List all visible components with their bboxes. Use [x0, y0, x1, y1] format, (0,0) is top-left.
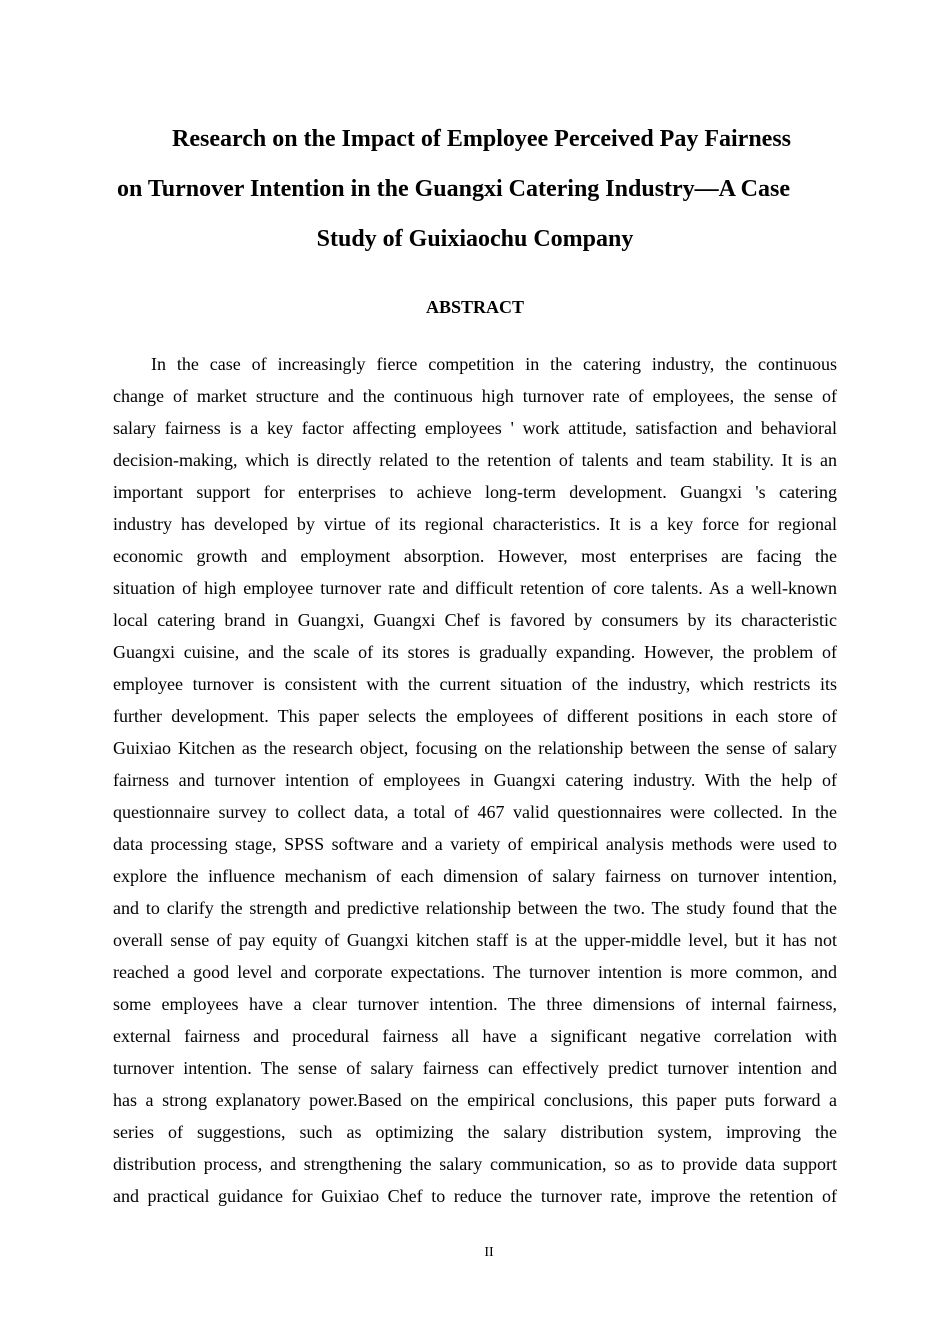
abstract-body	[113, 348, 837, 1212]
abstract-line: external fairness and procedural fairness all have a significant negative correlation with	[113, 1026, 837, 1046]
abstract-line: industry has developed by virtue of its regional characteristics. It is a key force for regional	[113, 514, 837, 534]
title-line-3: Study of Guixiaochu Company	[316, 226, 634, 252]
abstract-line: Guixiao Kitchen as the research object, focusing on the relationship between the sense of salary	[113, 738, 837, 758]
abstract-line: economic growth and employment absorption. However, most enterprises are facing the	[113, 546, 837, 566]
abstract-line: salary fairness is a key factor affecting employees ' work attitude, satisfaction and behavioral	[113, 418, 837, 438]
abstract-line: questionnaire survey to collect data, a total of 467 valid questionnaires were collected. In the	[113, 802, 837, 822]
title-line-2: on Turnover Intention in the Guangxi Catering Industry—A Case	[117, 176, 791, 202]
title-line-1: Research on the Impact of Employee Perceived Pay Fairness	[172, 126, 791, 152]
abstract-line: reached a good level and corporate expectations. The turnover intention is more common, and	[113, 962, 837, 982]
abstract-line: decision-making, which is directly related to the retention of talents and team stability. It is an	[113, 450, 837, 470]
abstract-line: series of suggestions, such as optimizing the salary distribution system, improving the	[113, 1122, 837, 1142]
abstract-line: important support for enterprises to achieve long-term development. Guangxi 's catering	[113, 482, 837, 502]
abstract-line: and to clarify the strength and predictive relationship between the two. The study found that the	[113, 898, 837, 918]
abstract-line: some employees have a clear turnover intention. The three dimensions of internal fairness,	[113, 994, 837, 1014]
abstract-line: change of market structure and the continuous high turnover rate of employees, the sense of	[113, 386, 837, 406]
abstract-line: distribution process, and strengthening the salary communication, so as to provide data support	[113, 1154, 837, 1174]
abstract-line: employee turnover is consistent with the current situation of the industry, which restricts its	[113, 674, 837, 694]
abstract-line: situation of high employee turnover rate and difficult retention of core talents. As a well-known	[113, 578, 837, 598]
abstract-line: fairness and turnover intention of employees in Guangxi catering industry. With the help of	[113, 770, 837, 790]
abstract-line: turnover intention. The sense of salary fairness can effectively predict turnover intention and	[113, 1058, 837, 1078]
paper-title	[112, 114, 838, 264]
abstract-line: Guangxi cuisine, and the scale of its stores is gradually expanding. However, the problem of	[113, 642, 837, 662]
abstract-line: explore the influence mechanism of each dimension of salary fairness on turnover intention,	[113, 866, 837, 886]
abstract-line: overall sense of pay equity of Guangxi kitchen staff is at the upper-middle level, but it has not	[113, 930, 837, 950]
abstract-line: further development. This paper selects the employees of different positions in each store of	[113, 706, 837, 726]
abstract-line: local catering brand in Guangxi, Guangxi Chef is favored by consumers by its characteristic	[113, 610, 837, 630]
abstract-line: data processing stage, SPSS software and a variety of empirical analysis methods were used to	[113, 834, 837, 854]
abstract-heading: ABSTRACT	[425, 297, 525, 317]
abstract-line: In the case of increasingly fierce competition in the catering industry, the continuous	[151, 354, 837, 374]
abstract-line: has a strong explanatory power.Based on the empirical conclusions, this paper puts forward a	[113, 1090, 837, 1110]
page-number: II	[484, 1245, 494, 1260]
abstract-line: and practical guidance for Guixiao Chef to reduce the turnover rate, improve the retention of	[113, 1186, 837, 1206]
